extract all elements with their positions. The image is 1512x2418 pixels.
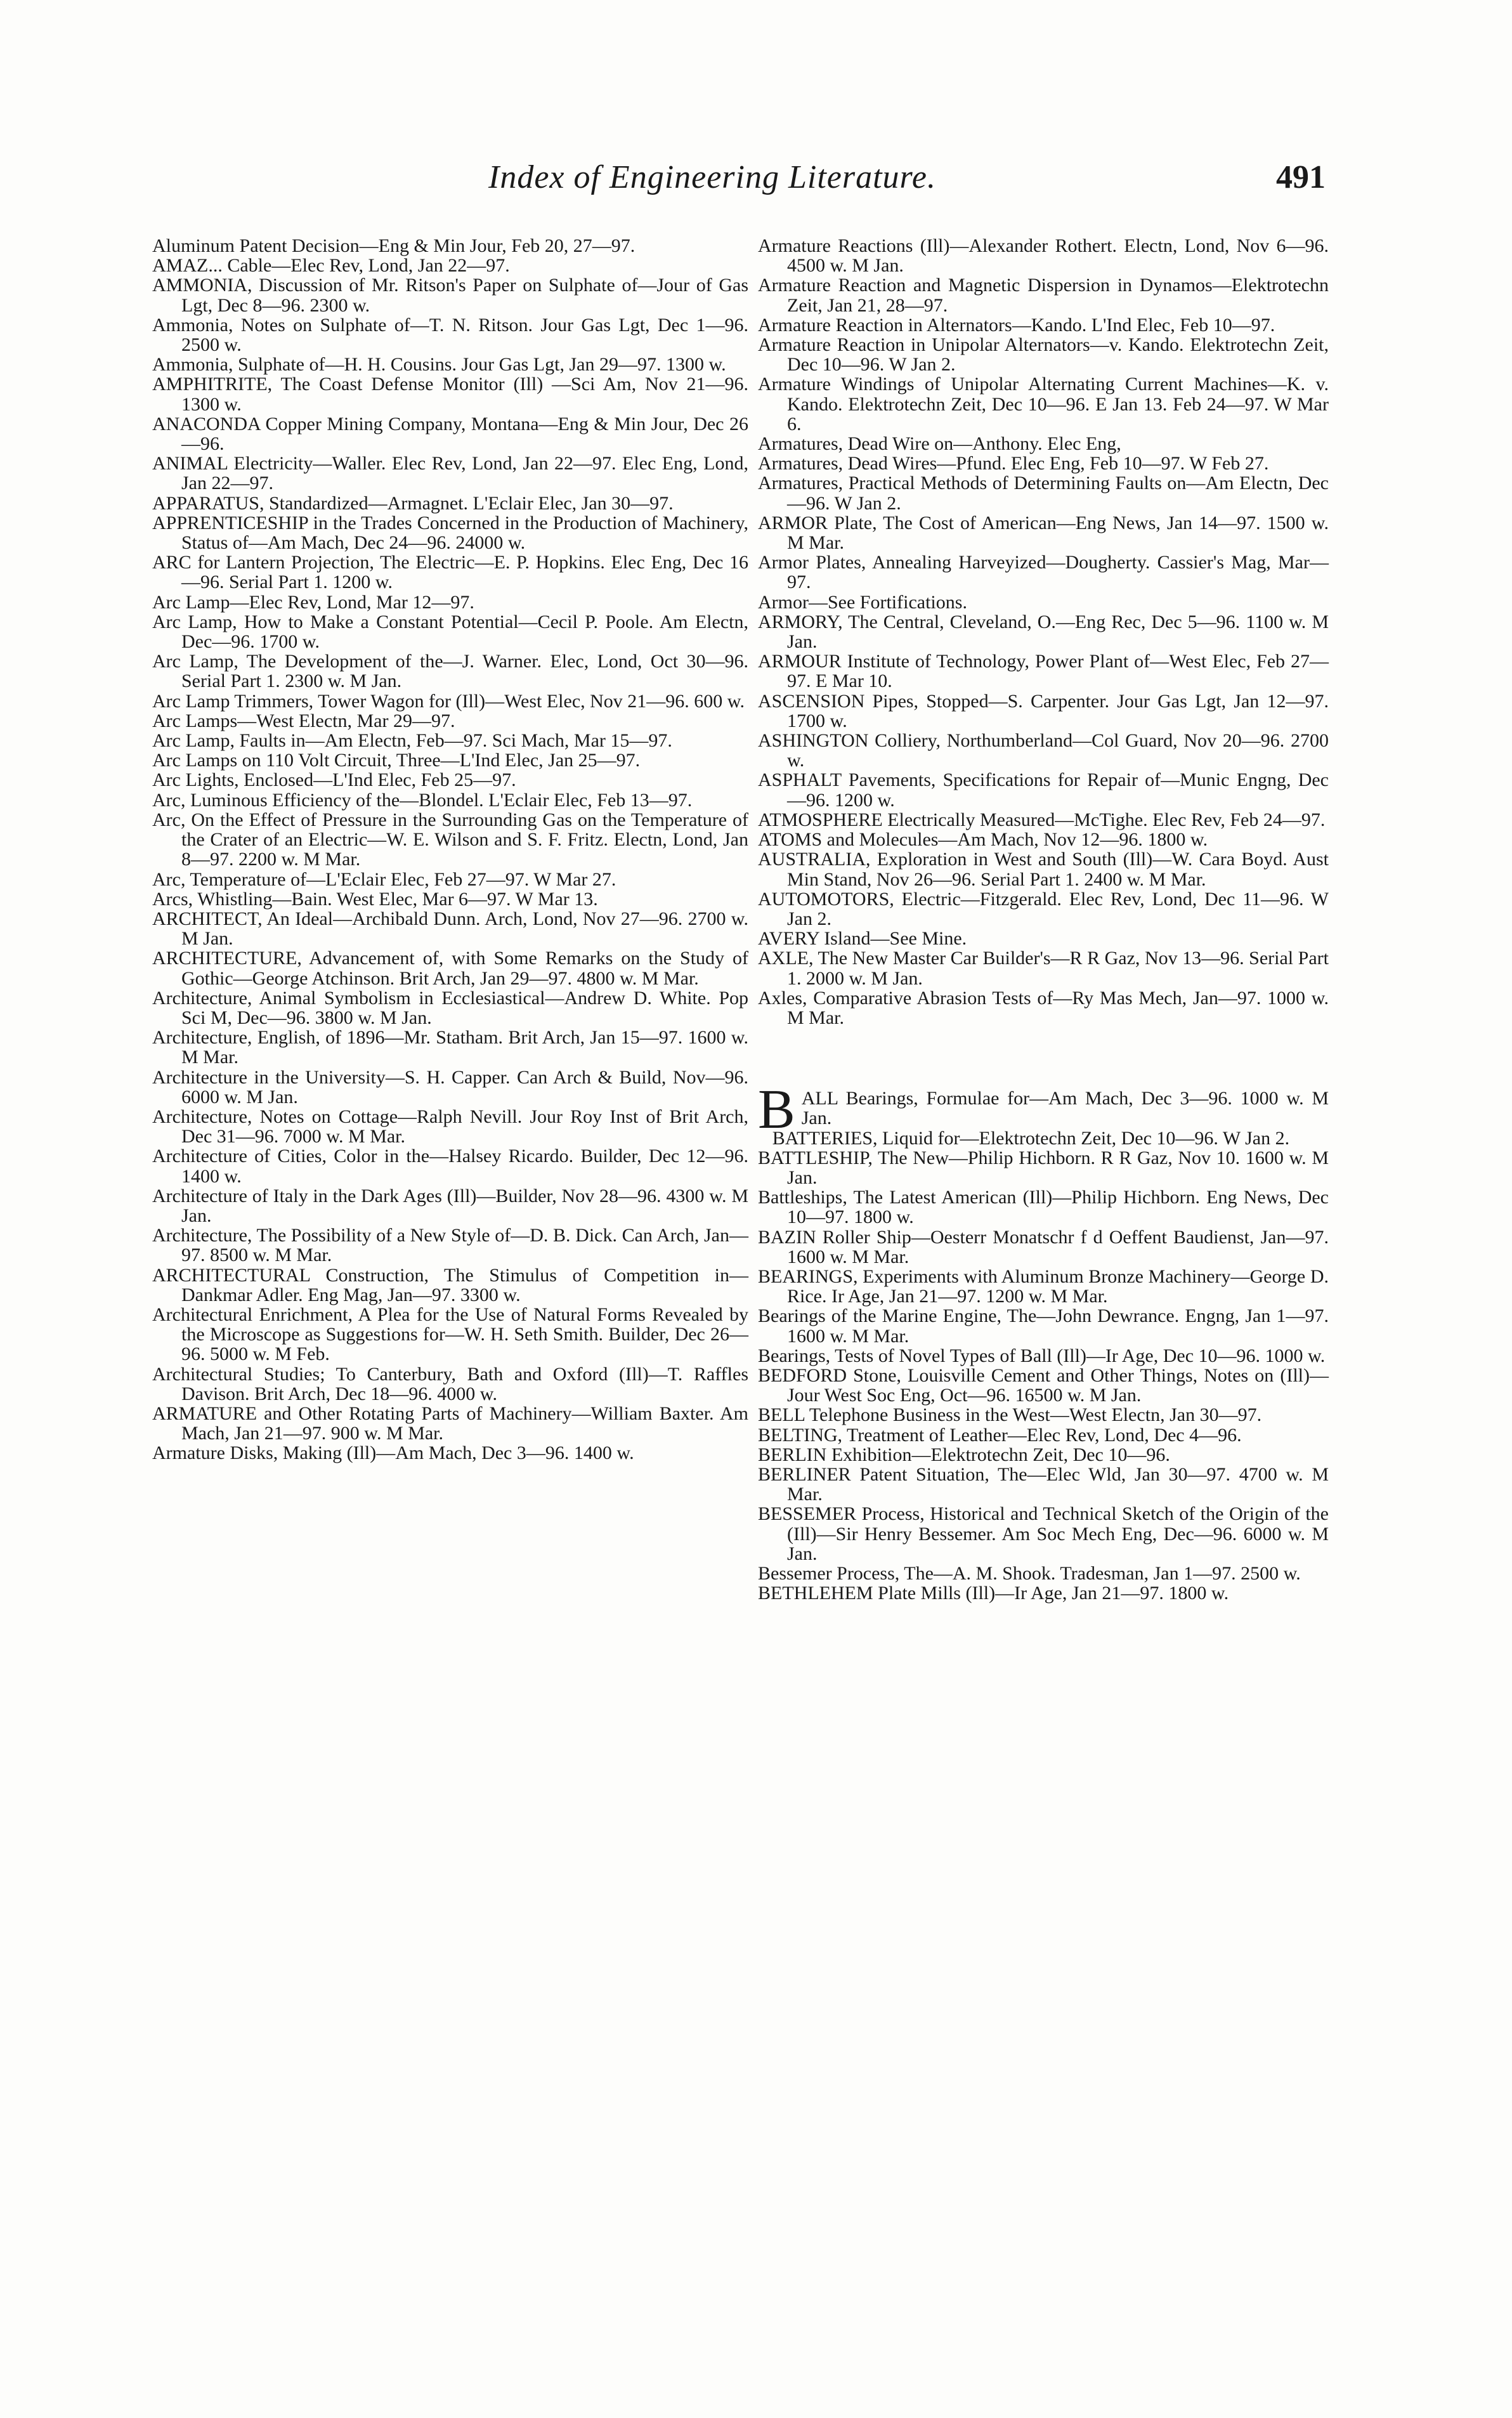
index-entry: Ammonia, Sulphate of—H. H. Cousins. Jour Gas Lgt, Jan 29—97. 1300 w. bbox=[152, 354, 726, 376]
index-entry: Armatures, Dead Wires—Pfund. Elec Eng, Feb 10—97. W Feb 27. bbox=[758, 453, 1269, 474]
first-entry-text: ALL Bearings, Formulae for—Am Mach, Dec 3—96. 1000 w. M Jan. bbox=[801, 1088, 1329, 1129]
index-entry: Arcs, Whistling—Bain. West Elec, Mar 6—97. W Mar 13. bbox=[152, 888, 598, 910]
index-entry: Architecture, English, of 1896—Mr. Statham. Brit Arch, Jan 15—97. 1600 w. M Mar. bbox=[152, 1027, 748, 1068]
index-entry: APPARATUS, Standardized—Armagnet. L'Eclair Elec, Jan 30—97. bbox=[152, 492, 674, 514]
index-entry: Bearings, Tests of Novel Types of Ball (Ill)—Ir Age, Dec 10—96. 1000 w. bbox=[758, 1345, 1326, 1366]
index-entry: AMMONIA, Discussion of Mr. Ritson's Paper on Sulphate of—Jour of Gas Lgt, Dec 8—96. 2300 w. bbox=[152, 275, 748, 316]
index-entry: Armature Reaction in Alternators—Kando. L'Ind Elec, Feb 10—97. bbox=[758, 314, 1275, 336]
index-entry: BERLINER Patent Situation, The—Elec Wld, Jan 30—97. 4700 w. M Mar. bbox=[758, 1463, 1329, 1505]
index-entry: ARMORY, The Central, Cleveland, O.—Eng Rec, Dec 5—96. 1100 w. M Jan. bbox=[758, 611, 1329, 653]
index-entry: Armature Reaction in Unipolar Alternators—v. Kando. Elektrotechn Zeit, Dec 10—96. W Jan 2. bbox=[758, 334, 1329, 376]
index-entry: BATTERIES, Liquid for—Elektrotechn Zeit, Dec 10—96. W Jan 2. bbox=[772, 1127, 1290, 1149]
index-entry: BESSEMER Process, Historical and Technical Sketch of the Origin of the (Ill)—Sir Henry Bessemer. Am Soc Mech Eng, Dec—96. 6000 w. M Jan. bbox=[758, 1503, 1329, 1564]
index-entry: Bessemer Process, The—A. M. Shook. Tradesman, Jan 1—97. 2500 w. bbox=[758, 1563, 1301, 1584]
index-entry: Battleships, The Latest American (Ill)—Philip Hichborn. Eng News, Dec 10—97. 1800 w. bbox=[758, 1187, 1329, 1228]
index-entry: ASHINGTON Colliery, Northumberland—Col Guard, Nov 20—96. 2700 w. bbox=[758, 730, 1329, 771]
index-entry: ATOMS and Molecules—Am Mach, Nov 12—96. 1800 w. bbox=[758, 829, 1208, 851]
index-entry: ANIMAL Electricity—Waller. Elec Rev, Lond, Jan 22—97. Elec Eng, Lond, Jan 22—97. bbox=[152, 453, 748, 494]
running-title: Index of Engineering Literature. bbox=[488, 159, 936, 195]
index-entry: Architecture of Italy in the Dark Ages (Ill)—Builder, Nov 28—96. 4300 w. M Jan. bbox=[152, 1185, 748, 1226]
index-entry: ARMATURE and Other Rotating Parts of Machinery—William Baxter. Am Mach, Jan 21—97. 900 w. M Mar. bbox=[152, 1402, 748, 1444]
index-entry: ARCHITECTURE, Advancement of, with Some Remarks on the Study of Gothic—George Atchinson. Brit Arch, Jan 29—97. 4800 w. M Mar. bbox=[152, 948, 748, 989]
index-entry: Arc, Temperature of—L'Eclair Elec, Feb 27—97. W Mar 27. bbox=[152, 868, 616, 890]
index-entry: Architectural Enrichment, A Plea for the Use of Natural Forms Revealed by the Microscope as Suggestions for—W. H. Seth Smith. Builder, Dec 26—96. 5000 w. M Feb. bbox=[152, 1304, 748, 1365]
index-entry: BERLIN Exhibition—Elektrotechn Zeit, Dec 10—96. bbox=[758, 1444, 1170, 1465]
right-column-a-entries bbox=[758, 236, 1329, 1028]
index-entry: Ammonia, Notes on Sulphate of—T. N. Ritson. Jour Gas Lgt, Dec 1—96. 2500 w. bbox=[152, 314, 748, 356]
index-entry: ARMOUR Institute of Technology, Power Plant of—West Elec, Feb 27—97. E Mar 10. bbox=[758, 651, 1329, 692]
index-entry: Arc Lamps—West Electn, Mar 29—97. bbox=[152, 710, 455, 731]
index-entry: Arc, On the Effect of Pressure in the Surrounding Gas on the Temperature of the Crater of an Electric—W. E. Wilson and S. F. Fritz. Electn, Lond, Jan 8—97. 2200 w. M Mar. bbox=[152, 809, 748, 870]
page-number: 491 bbox=[1276, 159, 1326, 195]
index-entry: AVERY Island—See Mine. bbox=[758, 928, 967, 950]
index-entry: Axles, Comparative Abrasion Tests of—Ry Mas Mech, Jan—97. 1000 w. M Mar. bbox=[758, 987, 1329, 1028]
index-entry: BEDFORD Stone, Louisville Cement and Other Things, Notes on (Ill)—Jour West Soc Eng, Oct—96. 16500 w. M Jan. bbox=[758, 1364, 1329, 1406]
index-entry: AXLE, The New Master Car Builder's—R R Gaz, Nov 13—96. Serial Part 1. 2000 w. M Jan. bbox=[758, 948, 1329, 989]
index-entry: Armature Windings of Unipolar Alternating Current Machines—K. v. Kando. Elektrotechn Zeit, Dec 10—96. E Jan 13. Feb 24—97. W Mar 6. bbox=[758, 374, 1329, 435]
index-entry: Arc Lamp, How to Make a Constant Potential—Cecil P. Poole. Am Electn, Dec—96. 1700 w. bbox=[152, 611, 748, 653]
index-entry: Arc Lamp Trimmers, Tower Wagon for (Ill)—West Elec, Nov 21—96. 600 w. bbox=[152, 690, 745, 712]
index-entry: Aluminum Patent Decision—Eng & Min Jour, Feb 20, 27—97. bbox=[152, 235, 635, 256]
index-entry: Architecture of Cities, Color in the—Halsey Ricardo. Builder, Dec 12—96. 1400 w. bbox=[152, 1146, 748, 1187]
index-entry: AMPHITRITE, The Coast Defense Monitor (Ill) —Sci Am, Nov 21—96. 1300 w. bbox=[152, 374, 748, 415]
index-entry: Armature Reaction and Magnetic Dispersion in Dynamos—Elektrotechn Zeit, Jan 21, 28—97. bbox=[758, 275, 1329, 316]
right-column-b-entries bbox=[758, 1128, 1329, 1604]
index-entry: Armor—See Fortifications. bbox=[758, 591, 967, 613]
index-entry: Architecture, Notes on Cottage—Ralph Nevill. Jour Roy Inst of Brit Arch, Dec 31—96. 7000 w. M Mar. bbox=[152, 1106, 748, 1147]
index-entry: Arc Lamp, Faults in—Am Electn, Feb—97. Sci Mach, Mar 15—97. bbox=[152, 730, 672, 752]
index-entry: Bearings of the Marine Engine, The—John Dewrance. Engng, Jan 1—97. 1600 w. M Mar. bbox=[758, 1305, 1329, 1347]
index-entry: Arc Lamp, The Development of the—J. Warner. Elec, Lond, Oct 30—96. Serial Part 1. 2300 w. M Jan. bbox=[152, 651, 748, 692]
index-entry: ATMOSPHERE Electrically Measured—McTighe. Elec Rev, Feb 24—97. bbox=[758, 809, 1326, 830]
index-entry: Architectural Studies; To Canterbury, Bath and Oxford (Ill)—T. Raffles Davison. Brit Arch, Dec 18—96. 4000 w. bbox=[152, 1363, 748, 1404]
index-entry: ASPHALT Pavements, Specifications for Repair of—Munic Engng, Dec—96. 1200 w. bbox=[758, 769, 1329, 811]
index-entry: Architecture, The Possibility of a New Style of—D. B. Dick. Can Arch, Jan—97. 8500 w. M Mar. bbox=[152, 1225, 748, 1266]
index-entry: AUSTRALIA, Exploration in West and South (Ill)—W. Cara Boyd. Aust Min Stand, Nov 26—96. Serial Part 1. 2400 w. M Mar. bbox=[758, 849, 1329, 890]
index-entry: ANACONDA Copper Mining Company, Montana—Eng & Min Jour, Dec 26—96. bbox=[152, 413, 748, 455]
index-entry: ARMOR Plate, The Cost of American—Eng News, Jan 14—97. 1500 w. M Mar. bbox=[758, 512, 1329, 554]
index-entry: Arc Lamp—Elec Rev, Lond, Mar 12—97. bbox=[152, 591, 474, 613]
index-entry: ARCHITECTURAL Construction, The Stimulus of Competition in—Dankmar Adler. Eng Mag, Jan—97. 3300 w. bbox=[152, 1264, 748, 1305]
index-entry: BAZIN Roller Ship—Oesterr Monatschr f d Oeffent Baudienst, Jan—97. 1600 w. M Mar. bbox=[758, 1226, 1329, 1267]
index-entry: Arc Lamps on 110 Volt Circuit, Three—L'Ind Elec, Jan 25—97. bbox=[152, 750, 641, 771]
index-entry: Architecture, Animal Symbolism in Ecclesiastical—Andrew D. White. Pop Sci M, Dec—96. 3800 w. M Jan. bbox=[152, 987, 748, 1028]
index-entry: ARC for Lantern Projection, The Electric—E. P. Hopkins. Elec Eng, Dec 16—96. Serial Part 1. 1200 w. bbox=[152, 552, 748, 593]
index-entry: BELTING, Treatment of Leather—Elec Rev, Lond, Dec 4—96. bbox=[758, 1424, 1242, 1446]
index-entry: Arc Lights, Enclosed—L'Ind Elec, Feb 25—97. bbox=[152, 769, 516, 791]
index-entry: BATTLESHIP, The New—Philip Hichborn. R R Gaz, Nov 10. 1600 w. M Jan. bbox=[758, 1147, 1329, 1188]
index-entry: APPRENTICESHIP in the Trades Concerned in the Production of Machinery, Status of—Am Mach, Dec 24—96. 24000 w. bbox=[152, 512, 748, 554]
left-column bbox=[152, 236, 748, 1463]
index-entry: BEARINGS, Experiments with Aluminum Bronze Machinery—George D. Rice. Ir Age, Jan 21—97. 1200 w. M Mar. bbox=[758, 1265, 1329, 1307]
index-entry: AUTOMOTORS, Electric—Fitzgerald. Elec Rev, Lond, Dec 11—96. W Jan 2. bbox=[758, 888, 1329, 929]
index-entry: Armature Disks, Making (Ill)—Am Mach, Dec 3—96. 1400 w. bbox=[152, 1442, 634, 1464]
index-entry: Architecture in the University—S. H. Capper. Can Arch & Build, Nov—96. 6000 w. M Jan. bbox=[152, 1066, 748, 1108]
index-entry: Armor Plates, Annealing Harveyized—Dougherty. Cassier's Mag, Mar—97. bbox=[758, 552, 1329, 593]
index-entry: Armatures, Dead Wire on—Anthony. Elec Eng, bbox=[758, 433, 1121, 455]
index-entry: BETHLEHEM Plate Mills (Ill)—Ir Age, Jan 21—97. 1800 w. bbox=[758, 1583, 1229, 1604]
index-entry: BELL Telephone Business in the West—West Electn, Jan 30—97. bbox=[758, 1404, 1262, 1426]
index-entry: Arc, Luminous Efficiency of the—Blondel. L'Eclair Elec, Feb 13—97. bbox=[152, 789, 693, 811]
right-column bbox=[758, 236, 1329, 1603]
section-gap bbox=[758, 1028, 1329, 1088]
page-header bbox=[0, 159, 1512, 209]
index-entry: ARCHITECT, An Ideal—Archibald Dunn. Arch, Lond, Nov 27—96. 2700 w. M Jan. bbox=[152, 908, 748, 950]
index-entry: Armature Reactions (Ill)—Alexander Rothert. Electn, Lond, Nov 6—96. 4500 w. M Jan. bbox=[758, 235, 1329, 277]
index-entry: Armatures, Practical Methods of Determining Faults on—Am Electn, Dec—96. W Jan 2. bbox=[758, 473, 1329, 514]
index-entry: ASCENSION Pipes, Stopped—S. Carpenter. Jour Gas Lgt, Jan 12—97. 1700 w. bbox=[758, 690, 1329, 731]
index-entry: AMAZ... Cable—Elec Rev, Lond, Jan 22—97. bbox=[152, 255, 510, 277]
drop-cap-letter: B bbox=[758, 1079, 795, 1141]
